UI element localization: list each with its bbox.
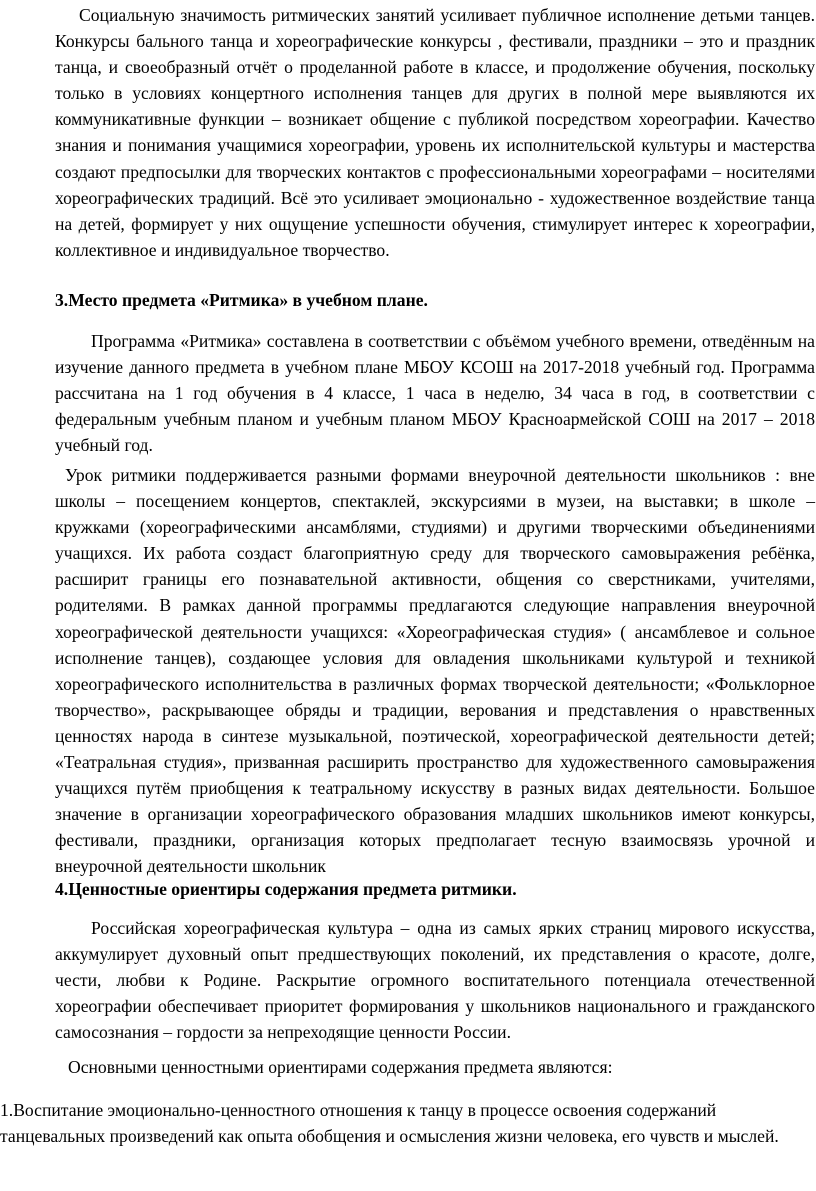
list-item-1: 1.Воспитание эмоционально-ценностного отношения к танцу в процессе освоения содержаний танцевальных произведений как опыта обобщения и осмысления жизни человека, его чувств и мыслей. [0, 1100, 779, 1146]
section-heading-3: 3.Место предмета «Ритмика» в учебном плане. [55, 290, 428, 310]
paragraph-extracurricular: Урок ритмики поддерживается разными формами внеурочной деятельности школьников : вне школы – посещением концертов, спектаклей, экскурсиями в музеи, на выставки; в школе – кружками (хореографическими ансамблями, студиями) и другими творческими объединениями учащихся. Их работа создаст благоприятную среду для творческого самовыражения ребёнка, расширит границы его познавательной активности, общения со сверстниками, учителями, родителями. В рамках данной программы предлагаются следующие направления внеурочной хореографической деятельности учащихся: «Хореографическая студия» ( ансамблевое и сольное исполнение танцев), создающее условия для овладения школьниками культурой и техникой хореографического исполнительства в различных формах творческой деятельности; «Фольклорное творчество», раскрывающее обряды и традиции, верования и представления о нравственных ценностях народа в синтезе музыкальной, поэтической, хореографической деятельности детей; «Театральная студия», призванная расширить пространство для художественного самовыражения учащихся путём приобщения к театральному искусству в разных видах деятельности. Большое значение в организации хореографического образования младших школьников имеют конкурсы, фестивали, праздники, организация которых предполагает тесную взаимосвязь урочной и внеурочной деятельности школьник [55, 465, 815, 877]
paragraph-value-orientations-intro: Основными ценностными ориентирами содержания предмета являются: [68, 1057, 613, 1077]
paragraph-russian-culture: Российская хореографическая культура – одна из самых ярких страниц мирового искусства, аккумулирует духовный опыт предшествующих поколений, их представления о красоте, долге, чести, любви к Родине. Раскрытие огромного воспитательного потенциала отечественной хореографии обеспечивает приоритет формирования у школьников национального и гражданского самосознания – гордости за непреходящие ценности России. [55, 918, 815, 1043]
paragraph-program-hours: Программа «Ритмика» составлена в соответствии с объёмом учебного времени, отведённым на изучение данного предмета в учебном плане МБОУ КСОШ на 2017-2018 учебный год. Программа рассчитана на 1 год обучения в 4 классе, 1 часа в неделю, 34 часа в год, в соответствии с федеральным учебным планом и учебным планом МБОУ Красноармейской СОШ на 2017 – 2018 учебный год. [55, 331, 815, 456]
paragraph-social-significance: Социальную значимость ритмических занятий усиливает публичное исполнение детьми танцев. Конкурсы бального танца и хореографические конкурсы , фестивали, праздники – это и праздник танца, и своеобразный отчёт о проделанной работе в классе, и продолжение обучения, поскольку только в условиях концертного исполнения танцев для других в полной мере выявляются их коммуникативные функции – возникает общение с публикой посредством хореографии. Качество знания и понимания учащимися хореографии, уровень их исполнительской культуры и мастерства создают предпосылки для творческих контактов с профессиональными хореографами – носителями хореографических традиций. Всё это усиливает эмоционально - художественное воздействие танца на детей, формирует у них ощущение успешности обучения, стимулирует интерес к хореографии, коллективное и индивидуальное творчество. [55, 5, 815, 260]
section-heading-4: 4.Ценностные ориентиры содержания предмета ритмики. [55, 879, 517, 899]
